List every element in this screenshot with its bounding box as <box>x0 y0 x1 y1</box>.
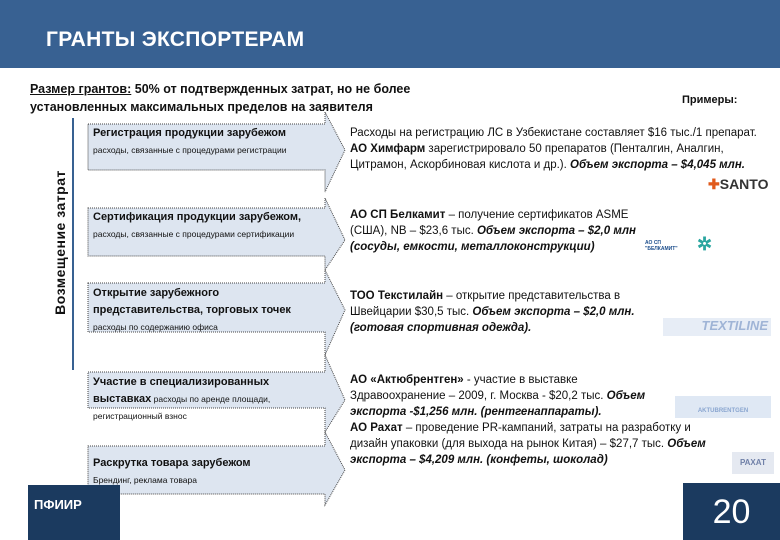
example-result: Объем экспорта – $2,0 млн. (готовая спортивная одежда). <box>350 306 635 334</box>
example-company: АО Рахат <box>350 422 403 434</box>
step-title: Регистрация продукции зарубежом <box>93 127 287 139</box>
example-result: Объем экспорта – $2,0 млн (сосуды, емкости, металлоконструкции) <box>350 225 636 253</box>
vertical-label: Возмещение затрат <box>52 170 68 315</box>
step-desc: расходы по аренде площади, регистрационный взнос <box>93 394 271 421</box>
step-desc: Брендинг, реклама товара <box>93 475 197 485</box>
santo-logo: ✚SANTO <box>708 176 769 192</box>
belkamit-logo <box>645 240 690 252</box>
page-number: 20 <box>683 483 780 540</box>
example-company: АО СП Белкамит <box>350 209 446 221</box>
step-representation <box>93 285 323 336</box>
logo-text: РАХАТ <box>739 458 766 467</box>
example-textiline <box>350 288 660 336</box>
belkamit-snowflake-icon: ✲ <box>697 234 713 254</box>
example-pre: Расходы на регистрацию ЛС в Узбекистане составляет $16 тыс./1 препарат. <box>350 127 757 139</box>
step-title: Раскрутка товара зарубежом <box>93 457 251 469</box>
step-desc: расходы по содержанию офиса <box>93 322 218 332</box>
textiline-logo <box>663 318 771 336</box>
step-exhibitions <box>93 374 323 425</box>
example-text: – открытие представительства в Швейцарии $30,5 тыс. <box>350 290 621 318</box>
example-text: – проведение PR-кампаний, затраты на разработку и дизайн упаковки (для выхода на рынок Китая) – $27,7 тыс. <box>350 422 691 450</box>
example-company: АО Химфарм <box>350 143 426 155</box>
step-registration <box>93 125 323 159</box>
example-result: Объем экспорта -$1,256 млн. (рентгенаппараты). <box>350 390 646 418</box>
example-result: Объем экспорта – $4,045 млн. <box>570 159 745 171</box>
aktubrentgen-logo <box>675 396 771 418</box>
example-khimfarm <box>350 125 775 173</box>
logo-text: АО СП "БЕЛКАМИТ" <box>645 240 678 252</box>
step-title: Сертификация продукции зарубежом, <box>93 211 302 223</box>
step-certification <box>93 209 323 243</box>
example-company: АО «Актюбрентген» <box>350 374 464 386</box>
example-belkamit <box>350 207 640 255</box>
step-desc: расходы, связанные с процедурами сертификации <box>93 229 295 239</box>
examples-label: Примеры: <box>682 94 738 106</box>
example-company: ТОО Текстилайн <box>350 290 444 302</box>
step-desc: расходы, связанные с процедурами регистрации <box>93 145 287 155</box>
example-text: - участие в выставке Здравоохранение – 2009, г. Москва - $20,2 тыс. <box>350 374 607 402</box>
example-aktubrentgen <box>350 372 670 420</box>
step-title: Открытие зарубежного представительства, торговых точек <box>93 287 291 316</box>
step-title: Участие в специализированных выставках <box>93 376 270 405</box>
example-text: – получение сертификатов ASME (США), NB – $23,6 тыс. <box>350 209 629 237</box>
logo-text: TEXTILINE <box>701 318 768 333</box>
step-promotion <box>93 455 323 489</box>
grant-size-value: 50% от подтвержденных затрат, но не более установленных максимальных пределов на заявителя <box>30 82 411 114</box>
example-text: зарегистрировало 50 препаратов (Пенталгин, Аналгин, Цитрамон, Аскорбиновая кислота и др.). <box>350 143 724 171</box>
organization-badge: ПФИИР <box>28 485 120 540</box>
rakhat-logo <box>732 452 774 474</box>
logo-text: AKTUBRENTGEN <box>697 408 749 414</box>
example-result: Объем экспорта – $4,209 млн. (конфеты, шоколад) <box>350 438 706 466</box>
logo-text: SANTO <box>719 176 769 192</box>
grant-size-label: Размер грантов: <box>30 82 132 96</box>
page-title: ГРАНТЫ ЭКСПОРТЕРАМ <box>46 28 305 51</box>
example-rakhat <box>350 420 725 468</box>
